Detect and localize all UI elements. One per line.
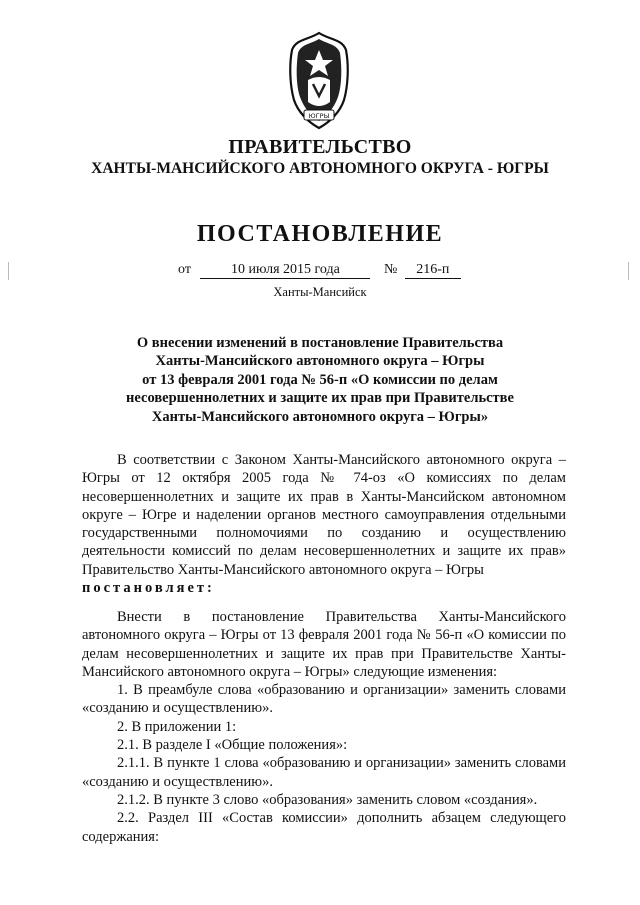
government-region: ХАНТЫ-МАНСИЙСКОГО АВТОНОМНОГО ОКРУГА - ЮГРЫ: [91, 160, 549, 177]
svg-text:ЮГРЫ: ЮГРЫ: [308, 112, 330, 120]
preamble-text: В соответствии с Законом Ханты-Мансийского автономного округа – Югры от 12 октября 2005 года № 74-оз «О комиссиях по делам несовершеннолетних и защите их прав в Ханты-Мансийском автономном округе – Югре и наделении органов местного самоуправления отдельными государственными полномочиями по созданию и осуществлению деятельности комиссий по делам несовершеннолетних и защите их прав» Правительство Ханты-Мансийского автономного округа – Югры: [82, 452, 566, 578]
subject-line: О внесении изменений в постановление Правительства: [136, 335, 504, 351]
document-date: 10 июля 2015 года: [200, 262, 370, 279]
decision-paragraph: 1. В преамбуле слова «образованию и организации» заменить словами «созданию и осуществлению».: [82, 682, 566, 717]
preamble: [82, 451, 566, 597]
number-prefix: №: [383, 262, 398, 277]
emblem-icon: [286, 30, 352, 134]
city: Ханты-Мансийск: [273, 285, 367, 299]
decision-paragraph: 2.1.2. В пункте 3 слово «образования» заменить словом «создания».: [117, 791, 538, 808]
subject-line: от 13 февраля 2001 года № 56-п «О комиссии по делам: [142, 371, 498, 388]
date-number-line: [178, 262, 461, 279]
decision-paragraph: Внести в постановление Правительства Ханты-Мансийского автономного округа – Югры от 13 февраля 2001 года № 56-п «О комиссии по делам несовершеннолетних и защите их прав при Правительстве Ханты-Мансийского автономного округа – Югры» следующие изменения:: [82, 609, 566, 680]
subject-line: Ханты-Мансийского автономного округа – Югры»: [151, 408, 489, 425]
scan-artifact: [628, 262, 629, 280]
document-subject: [90, 334, 550, 426]
resolves-word: постановляет:: [82, 580, 215, 597]
decision-section: [82, 608, 566, 846]
decision-paragraph: 2.1.1. В пункте 1 слова «образованию и организации» заменить словами «созданию и осуществлению».: [82, 755, 566, 790]
subject-line: несовершеннолетних и защите их прав при Правительстве: [126, 390, 514, 407]
scan-artifact: [8, 262, 9, 280]
decision-paragraph: 2.1. В разделе I «Общие положения»:: [117, 737, 348, 754]
document-type: ПОСТАНОВЛЕНИЕ: [196, 221, 444, 247]
subject-line: Ханты-Мансийского автономного округа – Югры: [155, 353, 485, 370]
decision-paragraph: 2.2. Раздел III «Состав комиссии» дополнить абзацем следующего содержания:: [82, 810, 566, 845]
decision-paragraph: 2. В приложении 1:: [117, 718, 237, 735]
government-title: ПРАВИТЕЛЬСТВО: [228, 136, 412, 158]
document-number: 216-п: [405, 262, 461, 279]
date-prefix: от: [178, 262, 191, 277]
